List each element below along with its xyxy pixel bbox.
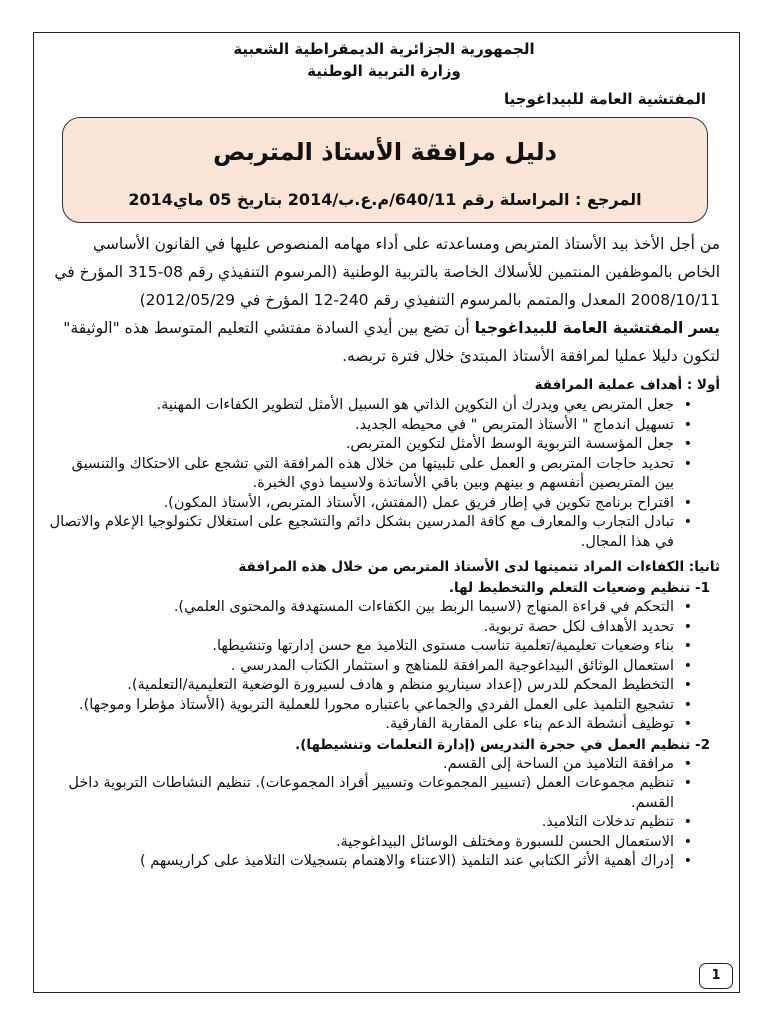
subsection-heading-planning: 1- تنظيم وضعيات التعلم والتخطيط لها.	[448, 580, 710, 596]
inspectorate-name: المفتشية العامة للبيداغوجيا	[504, 90, 706, 108]
list-item: • تنظيم تدخلات التلاميذ.	[48, 813, 674, 833]
reference-line: المرجع : المراسلة رقم 640/11/م.ع.ب/2014 بتاريخ 05 ماي2014	[128, 190, 642, 209]
intro-paragraph-2-rest: أن تضع بين أيدي السادة مفتشي التعليم المتوسط هذه "الوثيقة" لتكون دليلا عمليا لمرافقة الأستاذ المبتدئ خلال فترة تربصه.	[63, 319, 720, 365]
ministry-name: وزارة التربية الوطنية	[307, 62, 461, 80]
list-item: • التحكم في قراءة المنهاج (لاسيما الربط بين الكفاءات المستهدفة والمحتوى العلمي).	[48, 598, 674, 618]
list-item: • تبادل التجارب والمعارف مع كافة المدرسين بشكل دائم والتشجيع على استغلال تكنولوجيا الإعلام والاتصال في هذا المجال.	[48, 513, 674, 552]
republic-name: الجمهورية الجزائرية الديمقراطية الشعبية	[233, 40, 535, 58]
list-item: • توظيف أنشطة الدعم بناء على المقاربة الفارقية.	[48, 715, 674, 735]
document-header	[60, 38, 708, 82]
page-number: 1	[699, 963, 733, 989]
intro-paragraph-2	[48, 314, 720, 370]
list-item: • بناء وضعيات تعليمية/تعلمية تناسب مستوى التلاميذ مع حسن إدارتها وتنشيطها.	[48, 637, 674, 657]
intro-paragraph: من أجل الأخذ بيد الأستاذ المتربص ومساعدته على أداء مهامه المنصوص عليها في القانون الأساسي الخاص بالموظفين المنتمين للأسلاك الخاصة بالتربية الوطنية (المرسوم التنفيذي رقم 08-315 المؤرخ في 2008/10/11 المعدل والمتمم بالمرسوم التنفيذي رقم 240-12 المؤرخ في 2012/05/29)	[54, 235, 720, 309]
list-item: • مرافقة التلاميذ من الساحة إلى القسم.	[48, 755, 674, 775]
classroom-list	[48, 755, 720, 872]
section-heading-objectives: أولا : أهداف عملية المرافقة	[534, 377, 720, 393]
list-item: • استعمال الوثائق البيداغوجية المرافقة للمناهج و استثمار الكتاب المدرسي .	[48, 657, 674, 677]
planning-list	[48, 598, 720, 735]
list-item: • تسهيل اندماج " الأستاذ المتربص " في محيطه الجديد.	[48, 416, 674, 436]
list-item: • الاستعمال الحسن للسبورة ومختلف الوسائل البيداغوجية.	[48, 833, 674, 853]
list-item: • جعل المتربص يعي ويدرك أن التكوين الذاتي هو السبيل الأمثل لتطوير الكفاءات المهنية.	[48, 396, 674, 416]
subsection-heading-classroom: 2- تنظيم العمل في حجرة التدريس (إدارة التعلمات وتنشيطها).	[295, 736, 710, 753]
title-box	[62, 117, 708, 223]
document-body	[48, 230, 720, 872]
document-title: دليل مرافقة الأستاذ المتربص	[213, 138, 557, 166]
list-item: • تنظيم مجموعات العمل (تسيير المجموعات وتسيير أفراد المجموعات). تنظيم النشاطات التربوية داخل القسم.	[48, 774, 674, 813]
list-item: • اقتراح برنامج تكوين في إطار فريق عمل (المفتش، الأستاذ المتربص، الأستاذ المكون).	[48, 494, 674, 514]
list-item: • إدراك أهمية الأثر الكتابي عند التلميذ (الاعتناء والاهتمام بتسجيلات التلاميذ على كراريسهم )	[48, 852, 674, 872]
list-item: • تحديد الأهداف لكل حصة تربوية.	[48, 618, 674, 638]
inspectorate-bold: يسر المفتشية العامة للبيداغوجيا	[474, 319, 720, 337]
section-heading-competencies: ثانيا: الكفاءات المراد تنميتها لدى الأستاذ المتربص من خلال هذه المرافقة	[238, 559, 720, 575]
objectives-list	[48, 396, 720, 552]
list-item: • التخطيط المحكم للدرس (إعداد سيناريو منظم و هادف لسيرورة الوضعية التعليمية/التعلمية).	[48, 676, 674, 696]
list-item: • جعل المؤسسة التربوية الوسط الأمثل لتكوين المتربص.	[48, 435, 674, 455]
list-item: • تحديد حاجات المتربص و العمل على تلبيتها من خلال هذه المرافقة التي تشجع على الاحتكاك والتنسيق بين المتربصين أنفسهم و بينهم وبين باقي الأساتذة ولاسيما ذوي الخبرة.	[48, 455, 674, 494]
list-item: • تشجيع التلميذ على العمل الفردي والجماعي باعتباره محورا للعملية التربوية (الأستاذ مؤطرا وموجها).	[48, 696, 674, 716]
